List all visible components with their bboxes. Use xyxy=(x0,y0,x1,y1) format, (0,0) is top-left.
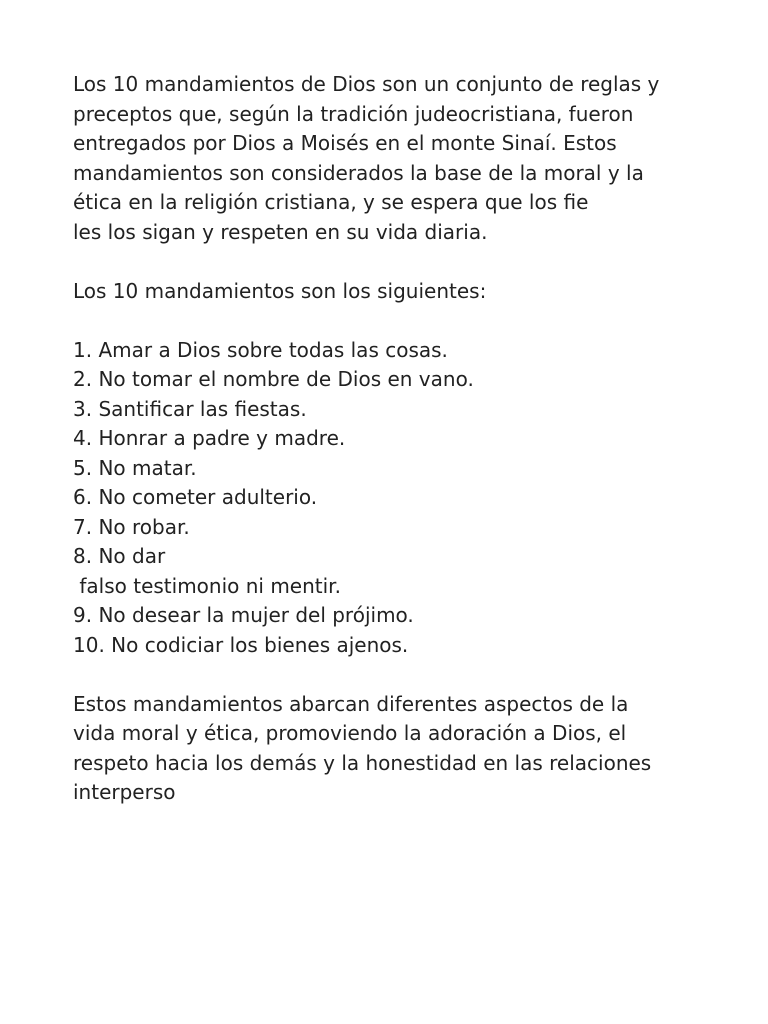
commandments-list xyxy=(73,336,733,661)
text-line: respeto hacia los demás y la honestidad en las relaciones xyxy=(73,750,652,775)
list-item: falso testimonio ni mentir. xyxy=(73,573,341,598)
list-item: 7. No robar. xyxy=(73,514,190,539)
list-item: 3. Santificar las fiestas. xyxy=(73,396,307,421)
text-line: vida moral y ética, promoviendo la adoración a Dios, el xyxy=(73,721,627,745)
document-body xyxy=(73,70,733,808)
text-line: entregados por Dios a Moisés en el monte Sinaí. Estos xyxy=(73,131,617,155)
text-line: les los sigan y respeten en su vida diaria. xyxy=(73,219,488,244)
list-item: 8. No dar xyxy=(73,544,166,568)
list-item: 1. Amar a Dios sobre todas las cosas. xyxy=(73,337,448,362)
list-item: 5. No matar. xyxy=(73,455,197,480)
list-item: 9. No desear la mujer del prójimo. xyxy=(73,603,414,627)
text-line: preceptos que, según la tradición judeocristiana, fueron xyxy=(73,101,634,126)
list-item: 6. No cometer adulterio. xyxy=(73,485,318,509)
intro-paragraph xyxy=(73,70,733,247)
list-intro: Los 10 mandamientos son los siguientes: xyxy=(73,278,487,303)
list-item: 10. No codiciar los bienes ajenos. xyxy=(73,632,409,657)
list-item: 2. No tomar el nombre de Dios en vano. xyxy=(73,367,474,391)
text-line: mandamientos son considerados la base de la moral y la xyxy=(73,160,644,185)
paragraph-gap xyxy=(73,660,733,690)
paragraph-gap xyxy=(73,306,733,336)
closing-paragraph xyxy=(73,690,733,808)
text-line: Los 10 mandamientos de Dios son un conjunto de reglas y xyxy=(73,72,660,96)
text-line: Estos mandamientos abarcan diferentes aspectos de la xyxy=(73,691,629,716)
text-line: ética en la religión cristiana, y se espera que los fie xyxy=(73,190,589,214)
text-line: interperso xyxy=(73,780,176,804)
paragraph-gap xyxy=(73,247,733,277)
list-item: 4. Honrar a padre y madre. xyxy=(73,426,346,450)
